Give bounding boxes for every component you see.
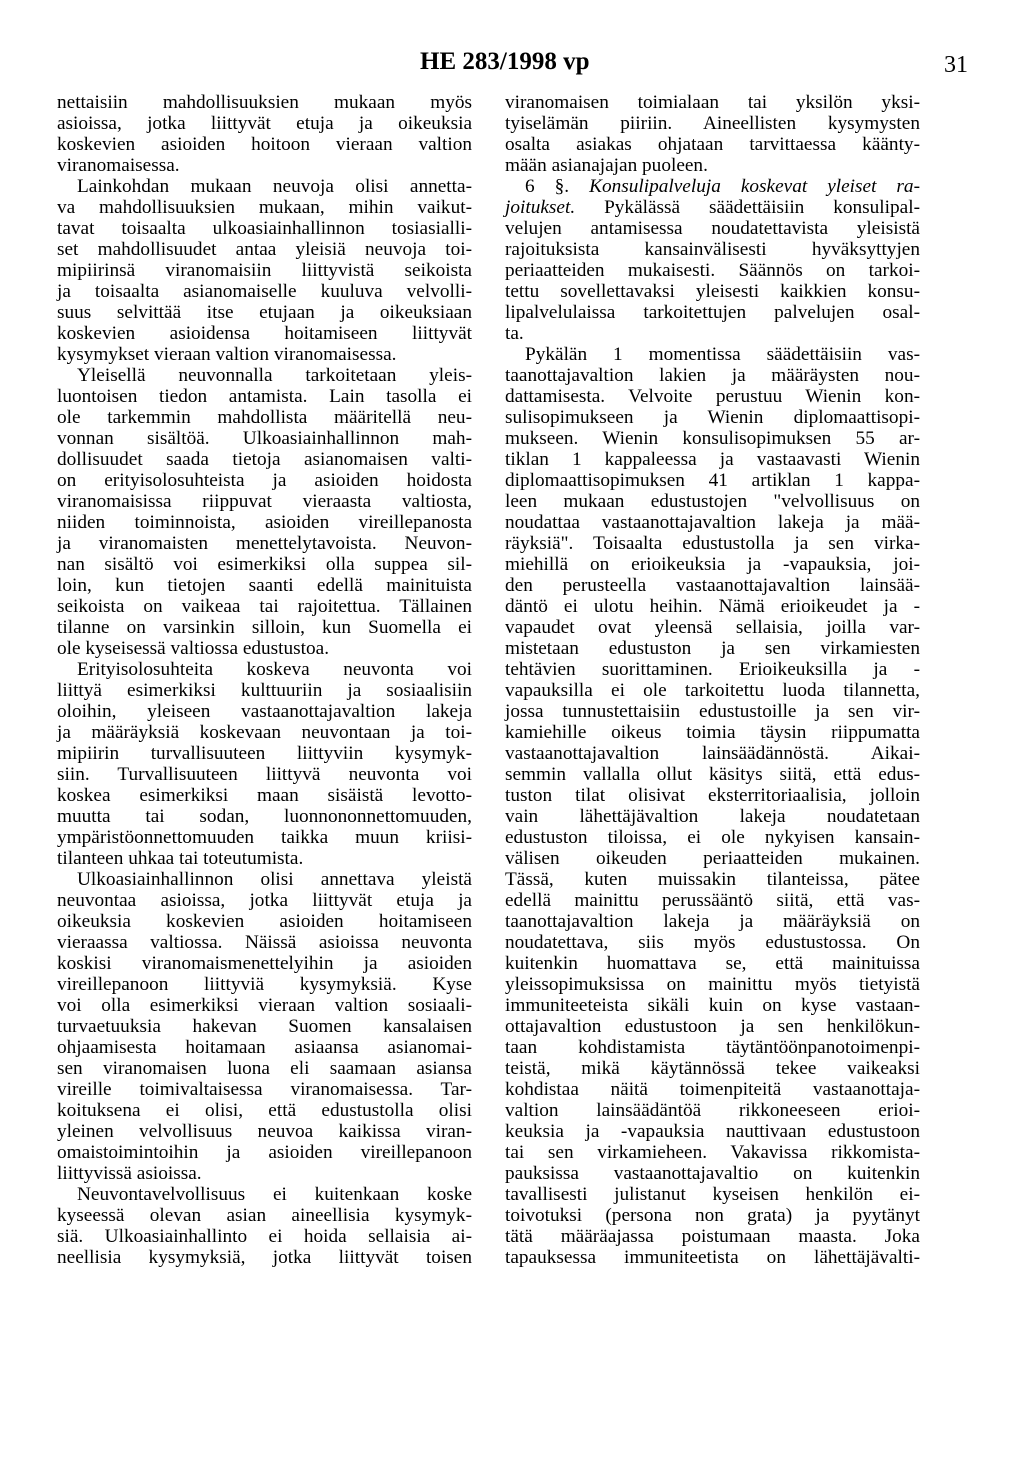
text-line: Pykälän 1 momentissa säädettäisiin vas- xyxy=(525,344,920,365)
text-line: diplomaattisopimuksen 41 artiklan 1 kappa- xyxy=(505,470,920,491)
text-line: vapaudet ovat yleensä sellaisia, joilla var- xyxy=(505,617,920,638)
text-line: siin. Turvallisuuteen liittyvä neuvonta voi xyxy=(57,764,472,785)
text-line: turvaetuuksia hakevan Suomen kansalaisen xyxy=(57,1016,472,1037)
text-line: oikeuksia koskevien asioiden hoitamiseen xyxy=(57,911,472,932)
text-line: vapauksilla ei ole tarkoitettu luoda tilannetta, xyxy=(505,680,920,701)
text-line: toivotuksi (persona non grata) ja pyytänyt xyxy=(505,1205,920,1226)
text-line: ja toisaalta asianomaiselle kuuluva velvolli- xyxy=(57,281,472,302)
text-line: mistetaan edustuston ja sen virkamiesten xyxy=(505,638,920,659)
page-header xyxy=(0,48,1024,84)
text-line: loin, kun tietojen saanti edellä mainituista xyxy=(57,575,472,596)
text-line: mipiirin turvallisuuteen liittyviin kysymyk- xyxy=(57,743,472,764)
text-line: vieraassa valtiossa. Näissä asioissa neuvonta xyxy=(57,932,472,953)
text-line: dattamisesta. Velvoite perustuu Wienin kon- xyxy=(505,386,920,407)
text-line: vastaanottajavaltion lainsäädännöstä. Aikai- xyxy=(505,743,920,764)
text-line: yleinen velvollisuus neuvoa kaikissa viran- xyxy=(57,1121,472,1142)
text-line: tettu sovellettavaksi yleisesti kaikkien konsu- xyxy=(505,281,920,302)
text-line: viranomaisissa riippuvat vieraasta valtiosta, xyxy=(57,491,472,512)
text-line: rajoituksista kansainvälisesti hyväksyttyjen xyxy=(505,239,920,260)
text-line: niiden toiminnoista, asioiden vireillepanosta xyxy=(57,512,472,533)
text-line: set mahdollisuudet antaa yleisiä neuvoja toi- xyxy=(57,239,472,260)
text-line: Erityisolosuhteita koskeva neuvonta voi xyxy=(77,659,472,680)
text-line: teistä, mikä käytännössä tekee vaikeaksi xyxy=(505,1058,920,1079)
right-text-column xyxy=(505,92,920,1268)
text-line: koskisi viranomaismenettelyihin ja asioiden xyxy=(57,953,472,974)
text-line: tyiselämän piiriin. Aineellisten kysymysten xyxy=(505,113,920,134)
text-line: Lainkohdan mukaan neuvoja olisi annetta- xyxy=(77,176,472,197)
text-line: ole tarkemmin mahdollista määritellä neu- xyxy=(57,407,472,428)
text-line: tiklan 1 kappaleessa ja vastaavasti Wienin xyxy=(505,449,920,470)
text-line: tehtävien suorittaminen. Erioikeuksilla ja - xyxy=(505,659,920,680)
text-line: on erityisolosuhteista ja asioiden hoidosta xyxy=(57,470,472,491)
text-line: muutta tai sodan, luonnononnettomuuden, xyxy=(57,806,472,827)
text-line: jossa tunnustettaisiin edustustoille ja sen vir- xyxy=(505,701,920,722)
text-line: mään asianajajan puoleen. xyxy=(505,155,708,176)
text-line: siä. Ulkoasiainhallinto ei hoida sellaisia ai- xyxy=(57,1226,472,1247)
text-line: luontoisen tiedon antamista. Lain tasolla ei xyxy=(57,386,472,407)
text-line: edustuston tiloissa, ei ole nykyisen kansain- xyxy=(505,827,920,848)
text-line: pauksissa vastaanottajavaltio on kuitenkin xyxy=(505,1163,920,1184)
text-line: oloihin, yleiseen vastaanottajavaltion lakeja xyxy=(57,701,472,722)
text-line: koskevien asioidensa hoitamiseen liittyvät xyxy=(57,323,472,344)
text-line: tätä määräajassa poistumaan maasta. Joka xyxy=(505,1226,920,1247)
text-line: mukseen. Wienin konsulisopimuksen 55 ar- xyxy=(505,428,920,449)
text-line: tapauksessa immuniteetista on lähettäjävalti- xyxy=(505,1247,920,1268)
text-line: liittyvissä asioissa. xyxy=(57,1163,202,1184)
text-line: tilanne on varsinkin silloin, kun Suomella ei xyxy=(57,617,472,638)
text-line: sen viranomaisen luona eli saamaan asiansa xyxy=(57,1058,472,1079)
text-line: taanottajavaltion lakien ja määräysten nou- xyxy=(505,365,920,386)
text-line: omaistoimintoihin ja asioiden vireillepanoon xyxy=(57,1142,472,1163)
text-line: neellisia kysymyksiä, jotka liittyvät toisen xyxy=(57,1247,472,1268)
text-line: nettaisiin mahdollisuuksien mukaan myös xyxy=(57,92,472,113)
text-line: lipalvelulaissa tarkoitettujen palvelujen osal- xyxy=(505,302,920,323)
text-line: sulisopimukseen ja Wienin diplomaattisopi- xyxy=(505,407,920,428)
text-line: vireille toimivaltaisessa viranomaisessa. Tar- xyxy=(57,1079,472,1100)
text-line: taan kohdistamista täytäntöönpanotoimenpi- xyxy=(505,1037,920,1058)
text-line: ja viranomaisten menettelytavoista. Neuvon- xyxy=(57,533,472,554)
text-line: miehillä on erioikeuksia ja -vapauksia, joi- xyxy=(505,554,920,575)
text-line: koituksena ei olisi, että edustustolla olisi xyxy=(57,1100,472,1121)
text-line: taanottajavaltion lakeja ja määräyksiä on xyxy=(505,911,920,932)
text-line: nan sisältö voi esimerkiksi olla suppea sil- xyxy=(57,554,472,575)
text-line: yleissopimuksissa on mainittu myös tietyistä xyxy=(505,974,920,995)
text-line: kohdistaa näitä toimenpiteitä vastaanottaja- xyxy=(505,1079,920,1100)
text-line: 6 §. Konsulipalveluja koskevat yleiset ra- xyxy=(525,176,920,197)
document-title: HE 283/1998 vp xyxy=(420,48,590,75)
text-line: viranomaisen toimialaan tai yksilön yksi- xyxy=(505,92,920,113)
text-line: tavallisesti julistanut kyseisen henkilön ei- xyxy=(505,1184,920,1205)
text-line: asioissa, jotka liittyvät etuja ja oikeuksia xyxy=(57,113,472,134)
text-line: tuston tilat olisivat eksterritoriaalisia, jolloin xyxy=(505,785,920,806)
text-line: semmin vallalla ollut käsitys siitä, että edus- xyxy=(505,764,920,785)
left-text-column xyxy=(57,92,472,1268)
text-line: tilanteen uhkaa tai toteutumista. xyxy=(57,848,304,869)
text-line: suus selvittää itse etujaan ja oikeuksiaan xyxy=(57,302,472,323)
text-line: ta. xyxy=(505,323,524,344)
text-line: edellä mainittu perussääntö siitä, että vas- xyxy=(505,890,920,911)
text-line: Neuvontavelvollisuus ei kuitenkaan koske xyxy=(77,1184,472,1205)
text-line: viranomaisessa. xyxy=(57,155,180,176)
text-line: joitukset. Pykälässä säädettäisiin konsulipal- xyxy=(505,197,920,218)
text-line: vonnan sisältöä. Ulkoasiainhallinnon mah- xyxy=(57,428,472,449)
text-line: leen mukaan edustustojen "velvollisuus on xyxy=(505,491,920,512)
text-line: välisen oikeuden periaatteiden mukainen. xyxy=(505,848,920,869)
text-line: ja määräyksiä koskevaan neuvontaan ja toi- xyxy=(57,722,472,743)
text-line: kuitenkin huomattava se, että mainituissa xyxy=(505,953,920,974)
text-line: neuvontaa asioissa, jotka liittyvät etuja ja xyxy=(57,890,472,911)
text-line: noudattaa vastaanottajavaltion lakeja ja mää- xyxy=(505,512,920,533)
text-line: räyksiä". Toisaalta edustustolla ja sen virka- xyxy=(505,533,920,554)
text-line: kamiehille oikeus toimia täysin riippumatta xyxy=(505,722,920,743)
text-line: ympäristöonnettomuuden taikka muun kriisi- xyxy=(57,827,472,848)
text-line: ole kyseisessä valtiossa edustustoa. xyxy=(57,638,330,659)
text-line: ohjaamisesta hoitamaan asiaansa asianomai- xyxy=(57,1037,472,1058)
text-line: Ulkoasiainhallinnon olisi annettava yleistä xyxy=(77,869,472,890)
text-line: vain lähettäjävaltion lakeja noudatetaan xyxy=(505,806,920,827)
text-line: dollisuudet saada tietoja asianomaisen valti- xyxy=(57,449,472,470)
text-line: däntö ei ulotu heihin. Nämä erioikeudet ja - xyxy=(505,596,920,617)
text-line: koskevien asioiden hoitoon vieraan valtion xyxy=(57,134,472,155)
text-line: seikoista on vaikeaa tai rajoitettua. Tällainen xyxy=(57,596,472,617)
text-line: kyseessä olevan asian aineellisia kysymyk- xyxy=(57,1205,472,1226)
text-line: keuksia ja -vapauksia nauttivaan edustustoon xyxy=(505,1121,920,1142)
text-line: velujen antamisessa noudatettavista yleisistä xyxy=(505,218,920,239)
text-line: liittyä esimerkiksi kulttuuriin ja sosiaalisiin xyxy=(57,680,472,701)
text-line: immuniteeteista sikäli kuin on kyse vastaan- xyxy=(505,995,920,1016)
text-line: mipiirinsä viranomaisiin liittyvistä seikoista xyxy=(57,260,472,281)
text-line: tavat toisaalta ulkoasiainhallinnon tosiasialli- xyxy=(57,218,472,239)
text-line: tai sen virkamieheen. Vakavissa rikkomista- xyxy=(505,1142,920,1163)
text-line: koskea esimerkiksi maan sisäistä levotto- xyxy=(57,785,472,806)
text-line: va mahdollisuuksien mukaan, mihin vaikut- xyxy=(57,197,472,218)
text-line: Yleisellä neuvonnalla tarkoitetaan yleis- xyxy=(77,365,472,386)
text-line: osalta asiakas ohjataan tarvittaessa käänty- xyxy=(505,134,920,155)
text-line: valtion lainsäädäntöä rikkoneeseen erioi- xyxy=(505,1100,920,1121)
page-number: 31 xyxy=(944,52,968,78)
text-line: kysymykset vieraan valtion viranomaisessa. xyxy=(57,344,397,365)
text-line: voi olla esimerkiksi vieraan valtion sosiaali- xyxy=(57,995,472,1016)
text-line: periaatteiden mukaisesti. Säännös on tarkoi- xyxy=(505,260,920,281)
text-line: ottajavaltion edustustoon ja sen henkilökun- xyxy=(505,1016,920,1037)
text-line: den perusteella vastaanottajavaltion lainsää- xyxy=(505,575,920,596)
text-line: noudatettava, siis myös edustustossa. On xyxy=(505,932,920,953)
text-line: vireillepanoon liittyviä kysymyksiä. Kyse xyxy=(57,974,472,995)
text-line: Tässä, kuten muissakin tilanteissa, pätee xyxy=(505,869,920,890)
